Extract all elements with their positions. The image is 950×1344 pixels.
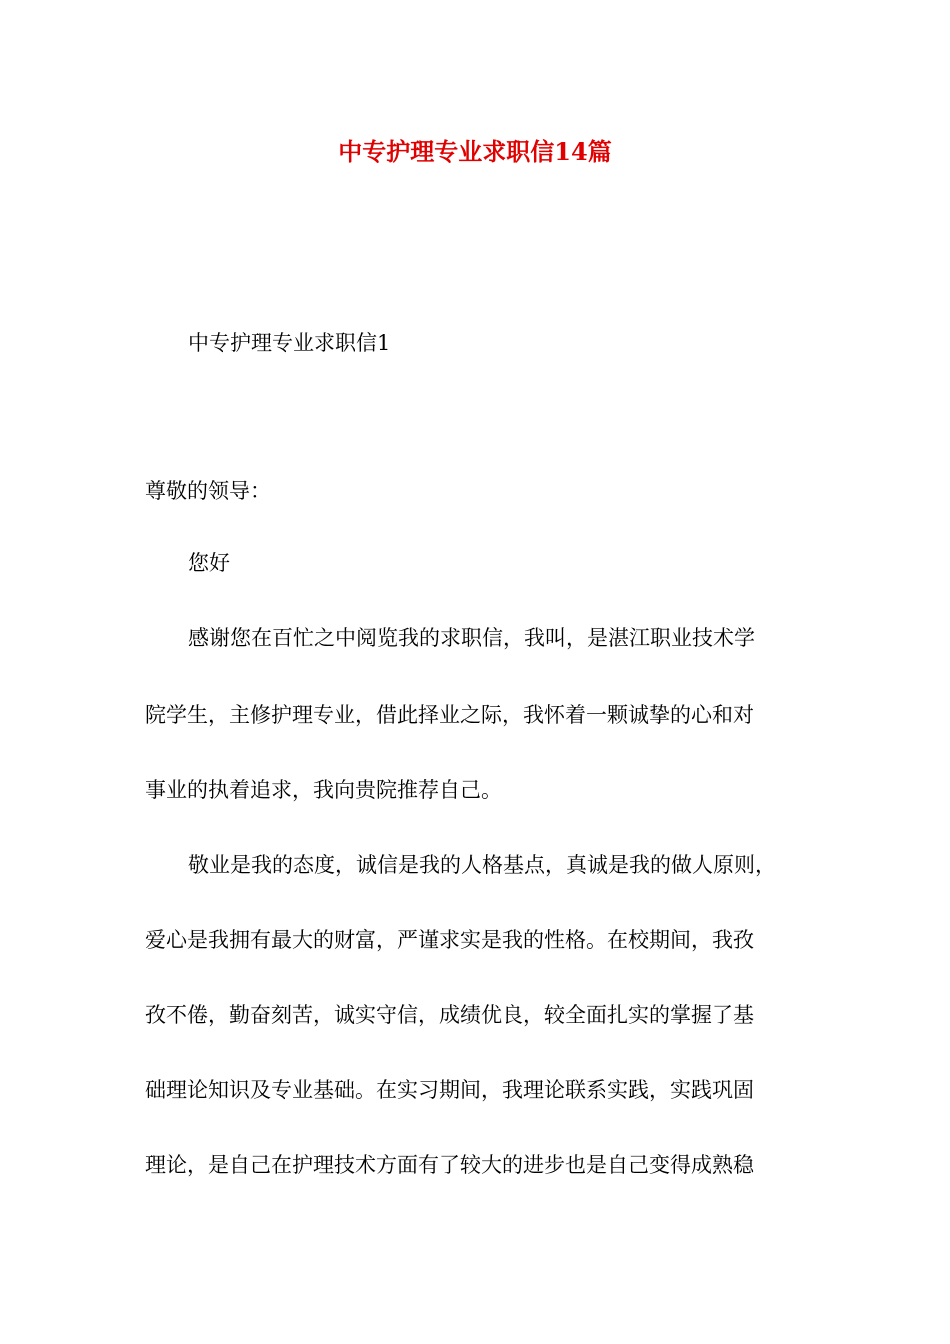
body-line: 事业的执着追求，我向贵院推荐自己。 — [145, 778, 502, 802]
body-line: 理论，是自己在护理技术方面有了较大的进步也是自己变得成熟稳 — [145, 1153, 754, 1177]
body-line: 础理论知识及专业基础。在实习期间，我理论联系实践，实践巩固 — [145, 1078, 754, 1102]
body-line: 感谢您在百忙之中阅览我的求职信，我叫，是湛江职业技术学 — [188, 626, 755, 650]
body-line: 院学生，主修护理专业，借此择业之际，我怀着一颗诚挚的心和对 — [145, 703, 754, 727]
body-line: 敬业是我的态度，诚信是我的人格基点，真诚是我的做人原则， — [188, 853, 776, 877]
greeting: 您好 — [188, 551, 230, 575]
body-line: 爱心是我拥有最大的财富，严谨求实是我的性格。在校期间，我孜 — [145, 928, 754, 952]
section-heading: 中专护理专业求职信1 — [188, 331, 391, 355]
document-title: 中专护理专业求职信14篇 — [338, 137, 612, 166]
salutation: 尊敬的领导： — [145, 479, 271, 503]
body-line: 孜不倦，勤奋刻苦，诚实守信，成绩优良，较全面扎实的掌握了基 — [145, 1003, 754, 1027]
